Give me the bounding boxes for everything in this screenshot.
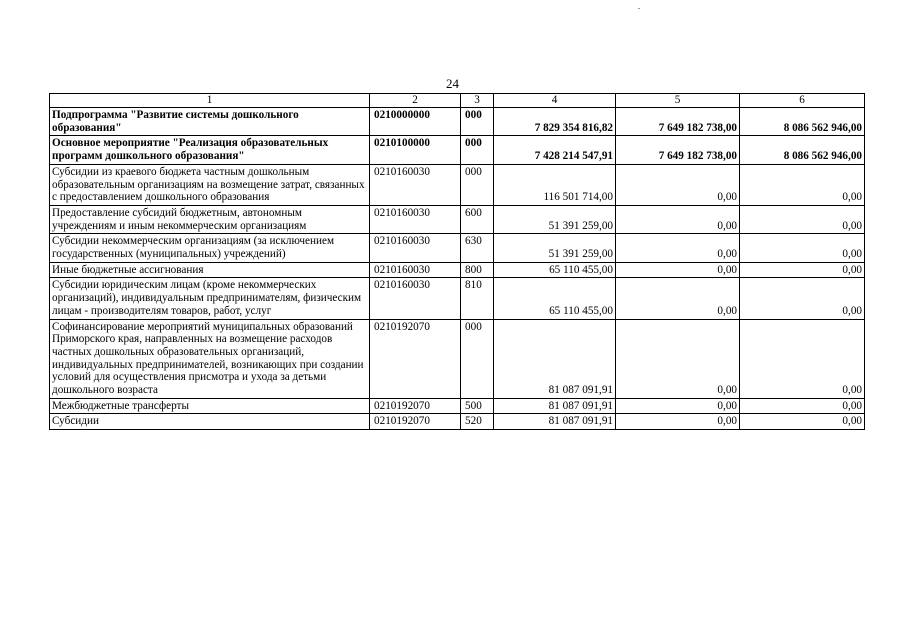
budget-table [49,93,865,430]
row-amount-2: 0,00 [616,278,740,319]
row-name: Субсидии из краевого бюджета частным дошкольным образовательным организациям на возмещение затрат, связанных с предоставлением дошкольного образования [50,164,370,205]
row-type: 000 [461,136,494,164]
row-name: Субсидии некоммерческим организациям (за исключением государственных (муниципальных) учреждений) [50,234,370,262]
row-amount-3: 8 086 562 946,00 [740,108,865,136]
table-row [50,108,865,136]
row-amount-2: 0,00 [616,164,740,205]
row-name: Основное мероприятие "Реализация образовательных программ дошкольного образования" [50,136,370,164]
row-type: 000 [461,108,494,136]
row-amount-1: 81 087 091,91 [494,414,616,430]
row-amount-1: 7 829 354 816,82 [494,108,616,136]
row-amount-1: 81 087 091,91 [494,398,616,414]
row-amount-3: 0,00 [740,398,865,414]
row-amount-2: 7 649 182 738,00 [616,108,740,136]
row-amount-1: 7 428 214 547,91 [494,136,616,164]
row-amount-3: 0,00 [740,234,865,262]
row-name: Субсидии юридическим лицам (кроме некоммерческих организаций), индивидуальным предпринимателям, физическим лицам - производителям товаров, работ, услуг [50,278,370,319]
row-name: Межбюджетные трансферты [50,398,370,414]
row-code: 0210000000 [370,108,461,136]
row-amount-3: 8 086 562 946,00 [740,136,865,164]
table-header-row [50,94,865,108]
row-type: 000 [461,319,494,398]
row-code: 0210192070 [370,398,461,414]
row-type: 800 [461,262,494,278]
row-amount-1: 65 110 455,00 [494,278,616,319]
page-number: 24 [446,76,459,91]
table-row [50,262,865,278]
row-type: 500 [461,398,494,414]
table-row [50,278,865,319]
row-name: Предоставление субсидий бюджетным, автономным учреждениям и иным некоммерческим организациям [50,205,370,233]
table-row [50,164,865,205]
table-row [50,136,865,164]
row-amount-2: 0,00 [616,205,740,233]
row-amount-2: 0,00 [616,319,740,398]
table-row [50,414,865,430]
header-col-6: 6 [740,94,865,108]
row-name: Подпрограмма "Развитие системы дошкольного образования" [50,108,370,136]
row-type: 520 [461,414,494,430]
row-amount-1: 65 110 455,00 [494,262,616,278]
row-amount-1: 51 391 259,00 [494,234,616,262]
row-amount-2: 7 649 182 738,00 [616,136,740,164]
row-amount-3: 0,00 [740,278,865,319]
row-amount-2: 0,00 [616,262,740,278]
row-code: 0210100000 [370,136,461,164]
row-amount-3: 0,00 [740,414,865,430]
row-amount-1: 51 391 259,00 [494,205,616,233]
table-row [50,234,865,262]
row-amount-1: 81 087 091,91 [494,319,616,398]
row-type: 630 [461,234,494,262]
table-row [50,398,865,414]
row-amount-2: 0,00 [616,398,740,414]
header-col-1: 1 [50,94,370,108]
row-name: Иные бюджетные ассигнования [50,262,370,278]
header-col-2: 2 [370,94,461,108]
row-amount-1: 116 501 714,00 [494,164,616,205]
header-col-5: 5 [616,94,740,108]
row-code: 0210160030 [370,205,461,233]
table-row [50,319,865,398]
row-code: 0210192070 [370,414,461,430]
row-type: 000 [461,164,494,205]
table-row [50,205,865,233]
row-amount-2: 0,00 [616,234,740,262]
row-type: 600 [461,205,494,233]
header-col-4: 4 [494,94,616,108]
row-code: 0210160030 [370,164,461,205]
row-amount-3: 0,00 [740,164,865,205]
header-col-3: 3 [461,94,494,108]
row-amount-3: 0,00 [740,205,865,233]
row-amount-3: 0,00 [740,262,865,278]
row-name: Софинансирование мероприятий муниципальных образований Приморского края, направленных на возмещение расходов частных дошкольных образовательных организаций, индивидуальных предпринимателей, возникающих при создании условий для осуществления присмотра и ухода за детьми дошкольного возраста [50,319,370,398]
row-amount-3: 0,00 [740,319,865,398]
row-code: 0210160030 [370,278,461,319]
row-code: 0210160030 [370,234,461,262]
row-amount-2: 0,00 [616,414,740,430]
row-code: 0210160030 [370,262,461,278]
row-code: 0210192070 [370,319,461,398]
row-name: Субсидии [50,414,370,430]
scan-speck [638,8,640,9]
row-type: 810 [461,278,494,319]
